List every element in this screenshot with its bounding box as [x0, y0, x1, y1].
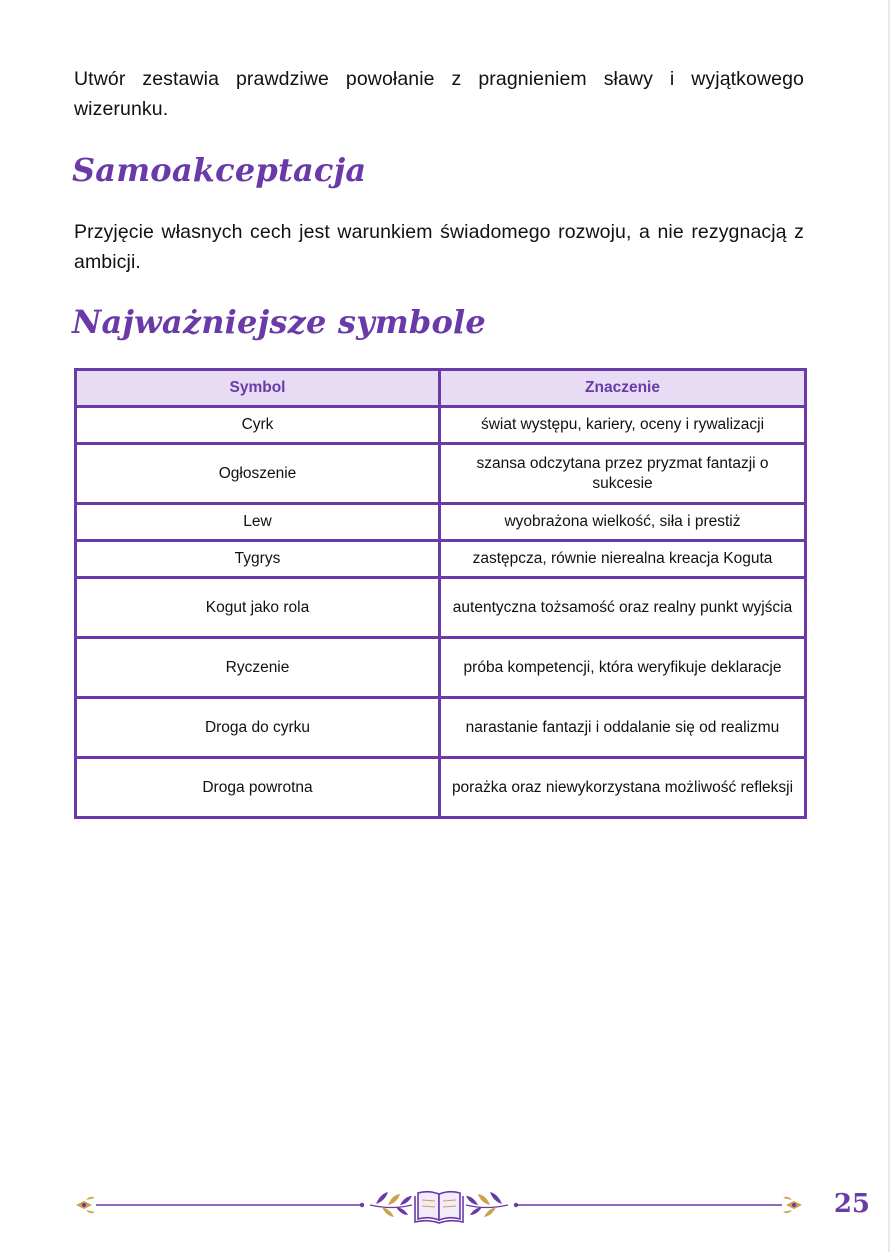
table-row: [76, 541, 806, 578]
page-number: 25: [833, 1189, 870, 1219]
cell-meaning: świat występu, kariery, oceny i rywalizacji: [440, 407, 806, 444]
cell-meaning: autentyczna tożsamość oraz realny punkt wyjścia: [440, 578, 806, 638]
right-leaves-icon: [466, 1192, 508, 1217]
left-leaves-icon: [370, 1192, 412, 1217]
cell-meaning: próba kompetencji, która weryfikuje deklaracje: [440, 638, 806, 698]
column-header-symbol: Symbol: [76, 370, 440, 407]
cell-meaning: zastępcza, równie nierealna kreacja Koguta: [440, 541, 806, 578]
column-header-meaning: Znaczenie: [440, 370, 806, 407]
samoakceptacja-paragraph: Przyjęcie własnych cech jest warunkiem świadomego rozwoju, a nie rezygnacją z ambicji.: [74, 221, 804, 273]
cell-meaning: wyobrażona wielkość, siła i prestiż: [440, 504, 806, 541]
cell-symbol: Cyrk: [76, 407, 440, 444]
footer-ornament: [74, 1184, 804, 1226]
symbols-table: [74, 368, 807, 819]
cell-symbol: Kogut jako rola: [76, 578, 440, 638]
cell-symbol: Ryczenie: [76, 638, 440, 698]
table-row: [76, 578, 806, 638]
cell-symbol: Ogłoszenie: [76, 444, 440, 504]
heading-samoakceptacja: Samoakceptacja: [72, 151, 367, 189]
left-flourish-icon: [76, 1197, 364, 1213]
open-book-icon: [415, 1192, 463, 1223]
table-row: [76, 444, 806, 504]
table-row: [76, 504, 806, 541]
cell-symbol: Tygrys: [76, 541, 440, 578]
right-flourish-icon: [514, 1197, 802, 1213]
table-row: [76, 638, 806, 698]
cell-symbol: Lew: [76, 504, 440, 541]
cell-meaning: narastanie fantazji i oddalanie się od realizmu: [440, 698, 806, 758]
heading-symbole: Najważniejsze symbole: [72, 303, 486, 341]
cell-meaning: porażka oraz niewykorzystana możliwość refleksji: [440, 758, 806, 818]
cell-meaning: szansa odczytana przez pryzmat fantazji o sukcesie: [440, 444, 806, 504]
table-row: [76, 758, 806, 818]
cell-symbol: Droga powrotna: [76, 758, 440, 818]
table-row: [76, 698, 806, 758]
table-row: [76, 407, 806, 444]
cell-symbol: Droga do cyrku: [76, 698, 440, 758]
intro-paragraph: Utwór zestawia prawdziwe powołanie z pragnieniem sławy i wyjątkowego wizerunku.: [74, 68, 804, 120]
table-header-row: [76, 370, 806, 407]
